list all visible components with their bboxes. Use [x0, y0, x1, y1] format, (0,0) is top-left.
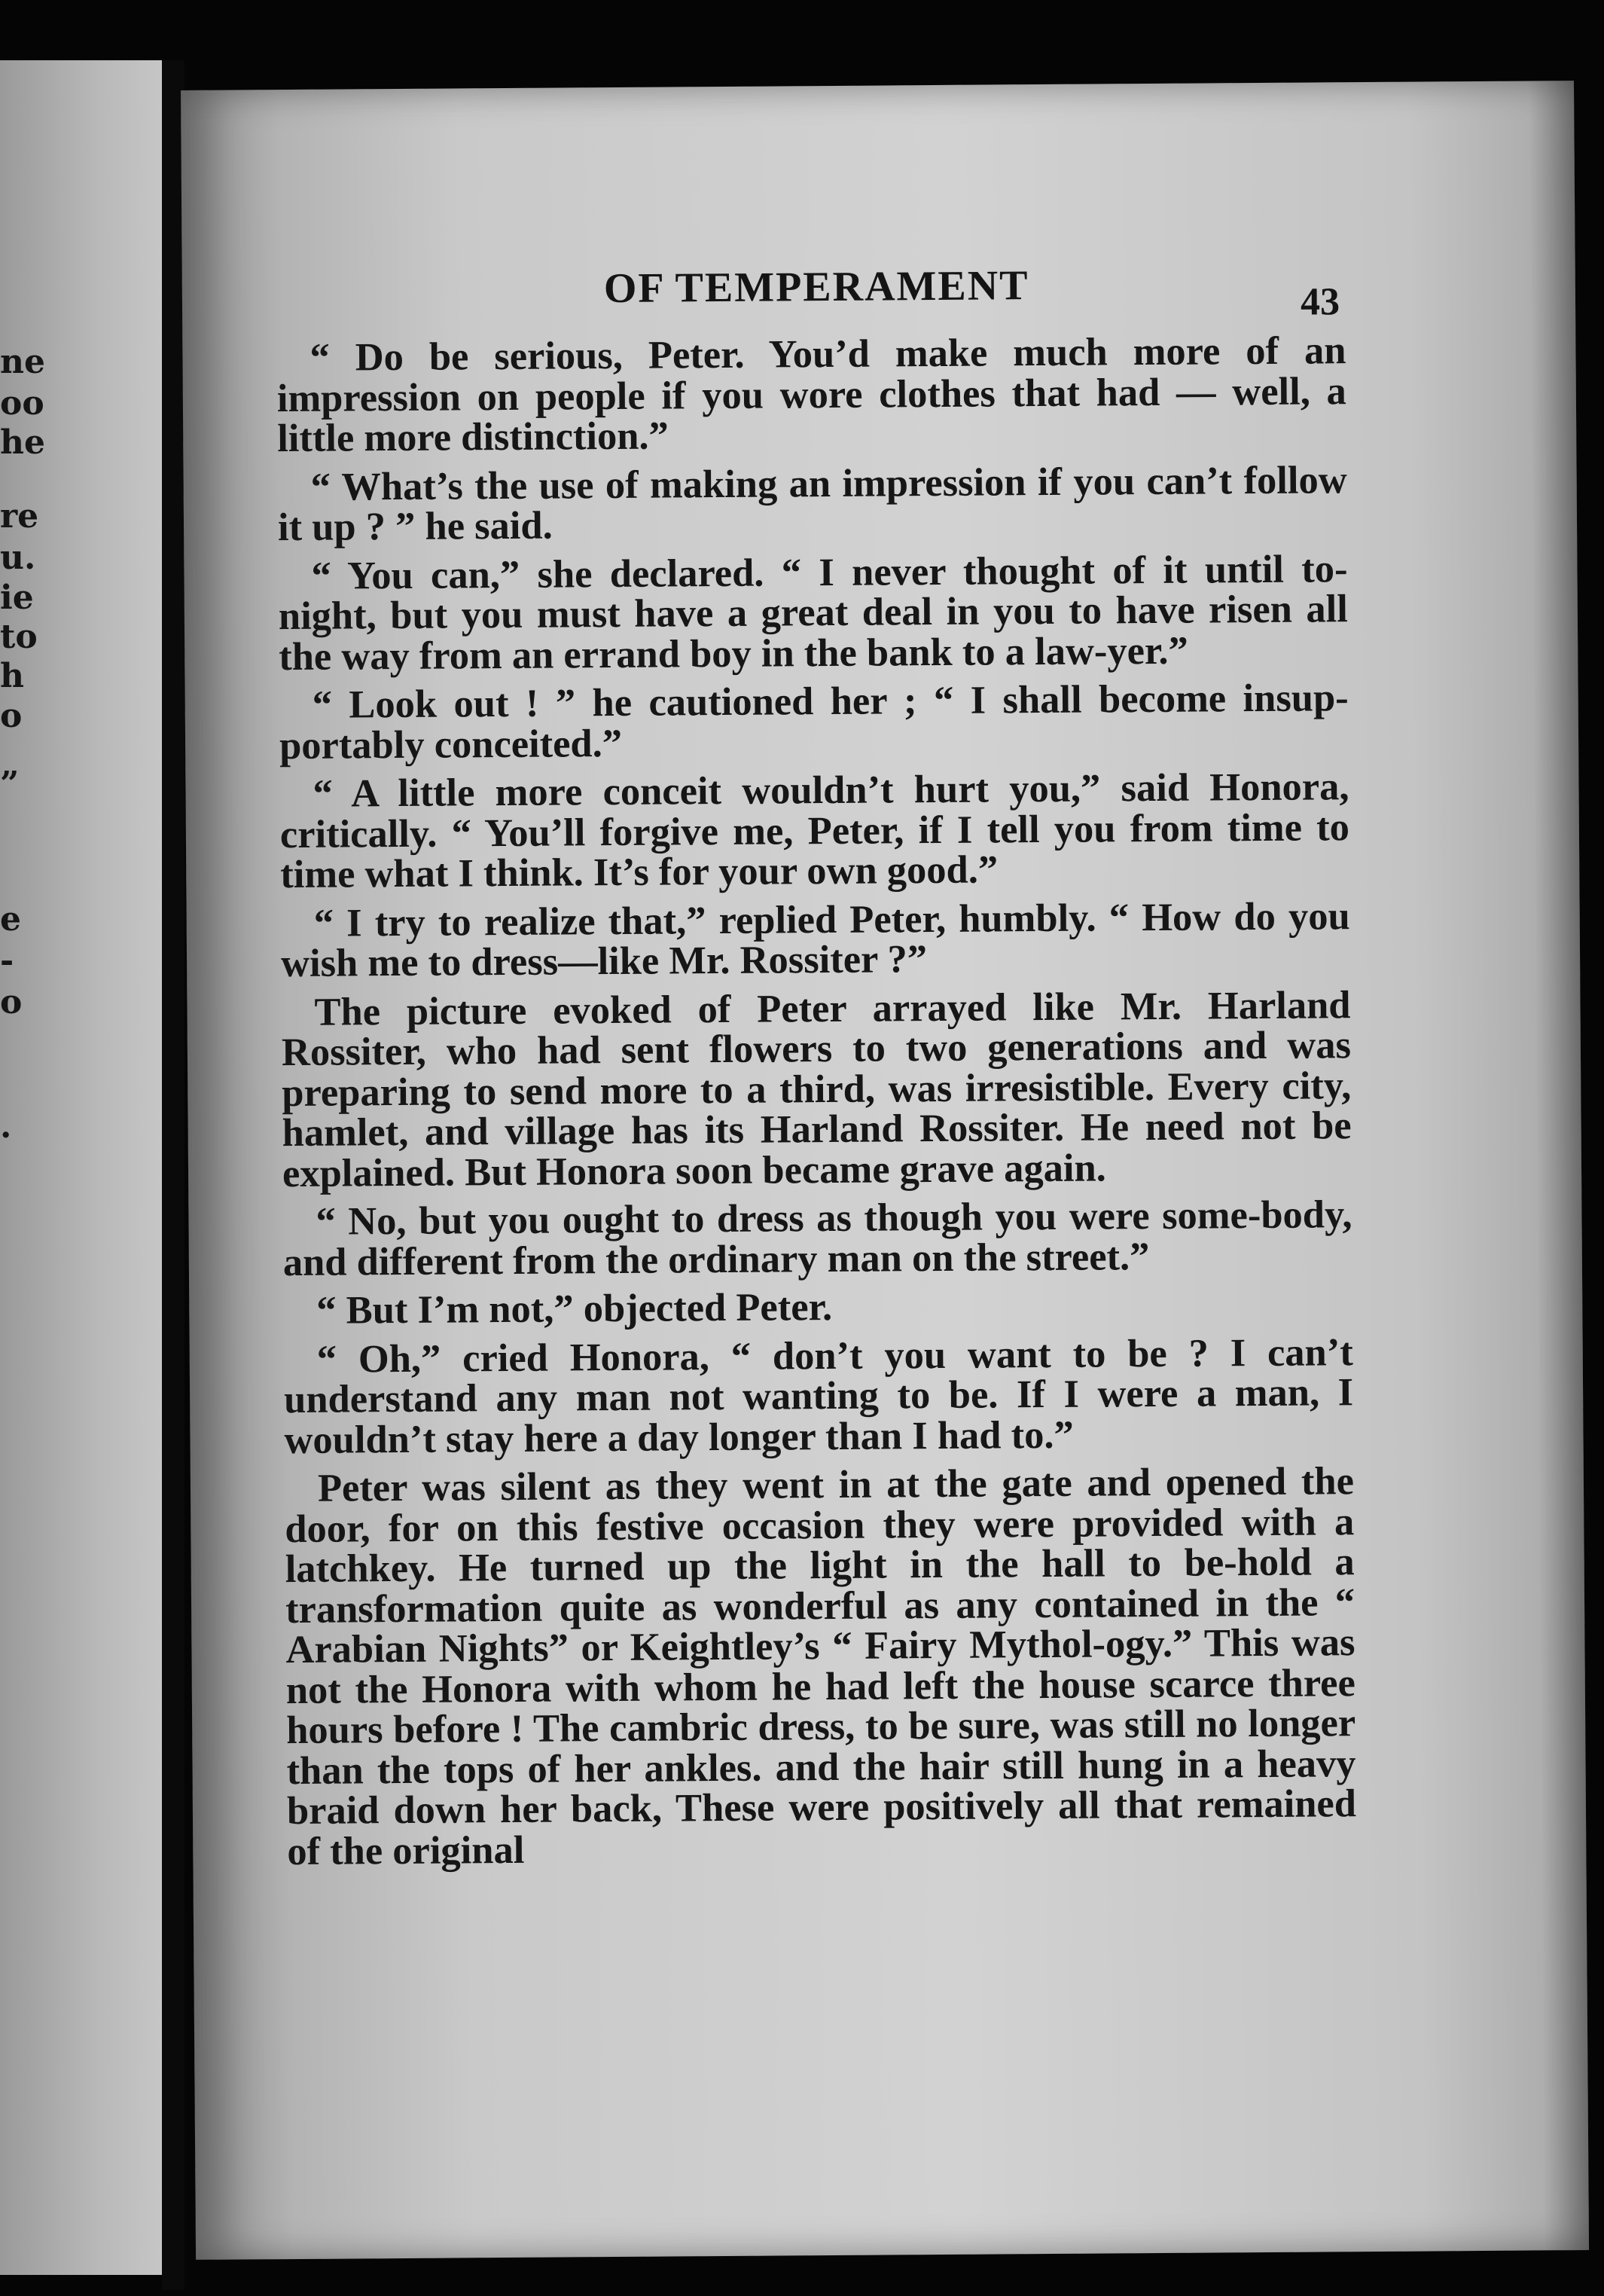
paragraph: “ Look out ! ” he cautioned her ; “ I shall become insup-portably conceited.” [279, 676, 1349, 768]
paragraph: “ What’s the use of making an impression if you can’t follow it up ? ” he said. [277, 457, 1347, 550]
page-number: 43 [1300, 280, 1340, 324]
book-page [181, 81, 1589, 2260]
facing-page-fragment: ie [0, 579, 34, 617]
facing-page-fragment: . [0, 1107, 12, 1146]
facing-page-fragment: to [0, 618, 38, 656]
facing-page-fragment: re [0, 497, 39, 536]
facing-page-fragment: ” [0, 765, 20, 803]
facing-page-fragment: oo [0, 384, 44, 423]
facing-page-fragment: o [0, 983, 23, 1021]
paragraph: “ You can,” she declared. “ I never thought of it until to-night, but you must have a great deal in you to have risen all the way from an errand boy in the bank to a law-yer.” [278, 546, 1349, 679]
book-gutter [162, 60, 184, 2290]
facing-page-fragment: e [0, 900, 21, 939]
running-head: OF TEMPERAMENT [603, 262, 1029, 313]
facing-page-fragment: - [0, 942, 14, 980]
paragraph: “ Oh,” cried Honora, “ don’t you want to be ? I can’t understand any man not wanting to be. If I were a man, I wouldn’t stay here a day longer than I had to.” [283, 1330, 1354, 1462]
facing-page-fragment: he [0, 423, 45, 462]
paragraph: “ A little more conceit wouldn’t hurt you,” said Honora, critically. “ You’ll forgive me, Peter, if I tell you from time to time what I think. It’s for your own good.” [279, 765, 1350, 897]
facing-page-edge [0, 60, 162, 2275]
facing-page-fragment: o [0, 697, 23, 735]
paragraph: “ Do be serious, Peter. You’d make much more of an impression on people if you wore clothes that had — well, a little more distinction.” [276, 328, 1347, 461]
page-edge-shadow [1529, 81, 1589, 2250]
facing-page-fragment: u. [0, 539, 36, 577]
facing-page-fragment: h [0, 657, 24, 695]
paragraph: The picture evoked of Peter arrayed like Mr. Harland Rossiter, who had sent flowers to two generations and was preparing to send more to a third, was irresistible. Every city, hamlet, and village has its Harland Rossiter. He need not be explained. But Honora soon became grave again. [281, 982, 1352, 1195]
body-text [276, 328, 1357, 1880]
paragraph: “ But I’m not,” objected Peter. [316, 1285, 833, 1333]
facing-page-fragment: ne [0, 343, 45, 381]
paragraph: Peter was silent as they went in at the gate and opened the door, for on this festive occasion they were provided with a latchkey. He turned up the light in the hall to be-hold a transformation quite as wonderful as any contained in the “ Arabian Nights” or Keightley’s “ Fairy Mythol-ogy.” This was not the Honora with whom he had left the house scarce three hours before ! The cambric dress, to be sure, was still no longer than the tops of her ankles. and the hair still hung in a heavy braid down her back, These were positively all that remained of the original [285, 1459, 1357, 1873]
paragraph: “ No, but you ought to dress as though you were some-body, and different from the ordinary man on the street.” [282, 1192, 1352, 1284]
paragraph: “ I try to realize that,” replied Peter, humbly. “ How do you wish me to dress—like Mr. Rossiter ?” [280, 893, 1350, 986]
